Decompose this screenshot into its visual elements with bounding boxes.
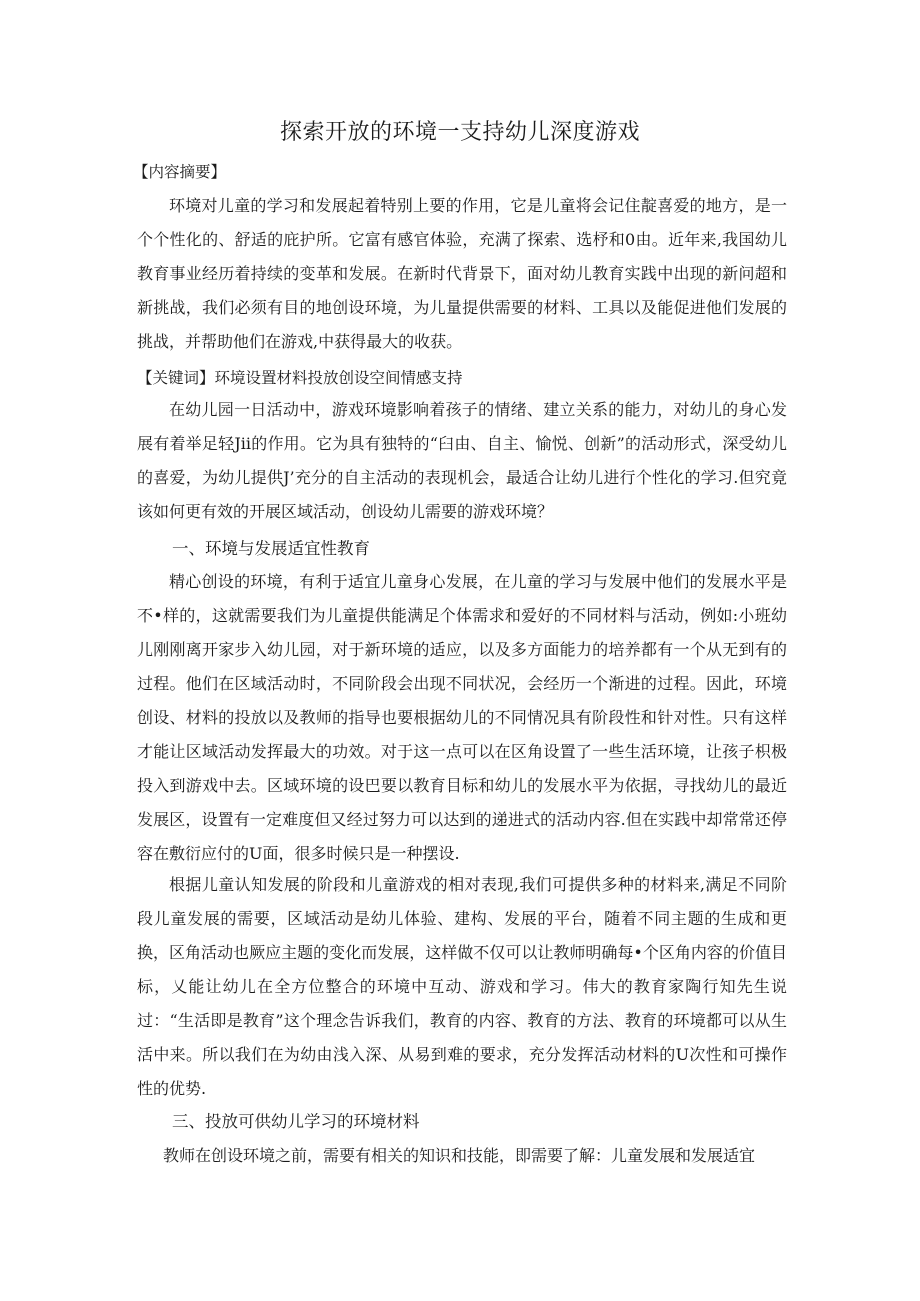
- section-heading-1: 一、环境与发展适宜性教育: [172, 539, 370, 558]
- section-heading-3: 三、投放可供幼儿学习的环境材料: [172, 1112, 420, 1131]
- section1-paragraph-1: 精心创设的环境，有利于适宜儿童身心发展，在儿童的学习与发展中他们的发展水平是不•样的，这就需要我们为儿童提供能满足个体需求和爱好的不同材料与活动，例如:小班幼儿刚刚离开家步入幼儿园，对于新环境的适应，以及多方面能力的培养都有一个从无到有的过程。他们在区域活动时，不同阶段会出现不同状况，会经历一个渐进的过程。因此，环境创设、材料的投放以及教师的指导也要根据幼儿的不同情况具有阶段性和针对性。只有这样才能让区域活动发挥最大的功效。对于这一点可以在区角设置了一些生活环境，让孩子枳极投入到游戏中去。区域环境的设巴要以教育目标和幼儿的发展水平为依据，寻找幼儿的最近发展区，设置有一定难度但又经过努力可以达到的递进式的活动内容.但在实践中却常常还停容在敷衍应付的U面，很多时候只是一种摆设.: [137, 572, 787, 863]
- section1-paragraph-2: 根据儿童认知发展的阶段和儿童游戏的相对表现,我们可提供多种的材料来,满足不同阶段儿童发展的需要，区域活动是幼儿体验、建构、发展的平台，随着不同主题的生成和更换，区角活动也厥应主题的变化而发展，这样做不仅可以让教师明确每•个区角内容的价值目标，乂能让幼儿在全方位整合的环境中互动、游戏和学习。伟大的教育家陶行知先生说过：“生活即是教育”这个理念告诉我们，教育的内容、教育的方法、教育的环境都可以从生活中来。所以我们在为幼由浅入深、从易到难的要求，充分发挥活动材料的U次性和可操作性的优势.: [137, 875, 787, 1098]
- keywords-line: 【关键词】环境设置材料投放创设空间情感支持: [137, 369, 463, 387]
- abstract-label: 【内容摘要】: [133, 163, 227, 181]
- abstract-paragraph: 环境对儿童的学习和发展起着特别上要的作用，它是儿童将会记住靛喜爱的地方，是一个个性化的、舒适的庇护所。它富有感官体验，充满了探索、选杼和0由。近年来,我国幼儿教育事业经历着持续的变革和发展。在新时代背景下，面对幼儿教育实践中出现的新问超和新挑战，我们必须有目的地创设环境，为儿量提供需要的材料、工具以及能促进他们发展的挑战，并帮助他们在游戏,中获得最大的收获。: [137, 196, 787, 351]
- document-title: 探索开放的环境一支持幼儿深度游戏: [279, 120, 640, 145]
- section3-paragraph-1: 教师在创设环境之前，需要有相关的知识和技能，即需要了解：儿童发展和发展适宜: [163, 1146, 756, 1165]
- intro-paragraph: 在幼儿园一日活动中，游戏环境影响着孩子的情绪、建立关系的能力，对幼儿的身心发展有着举足轻Jii的作用。它为具有独特的“臼由、自主、愉悦、创新”的活动形式，深受幼儿的喜爱，为幼儿提供J’充分的自主活动的表现机会，最适合让幼儿进行个性化的学习.但究竟该如何更有效的开展区域活动，创设幼儿需要的游戏环境？: [137, 400, 787, 521]
